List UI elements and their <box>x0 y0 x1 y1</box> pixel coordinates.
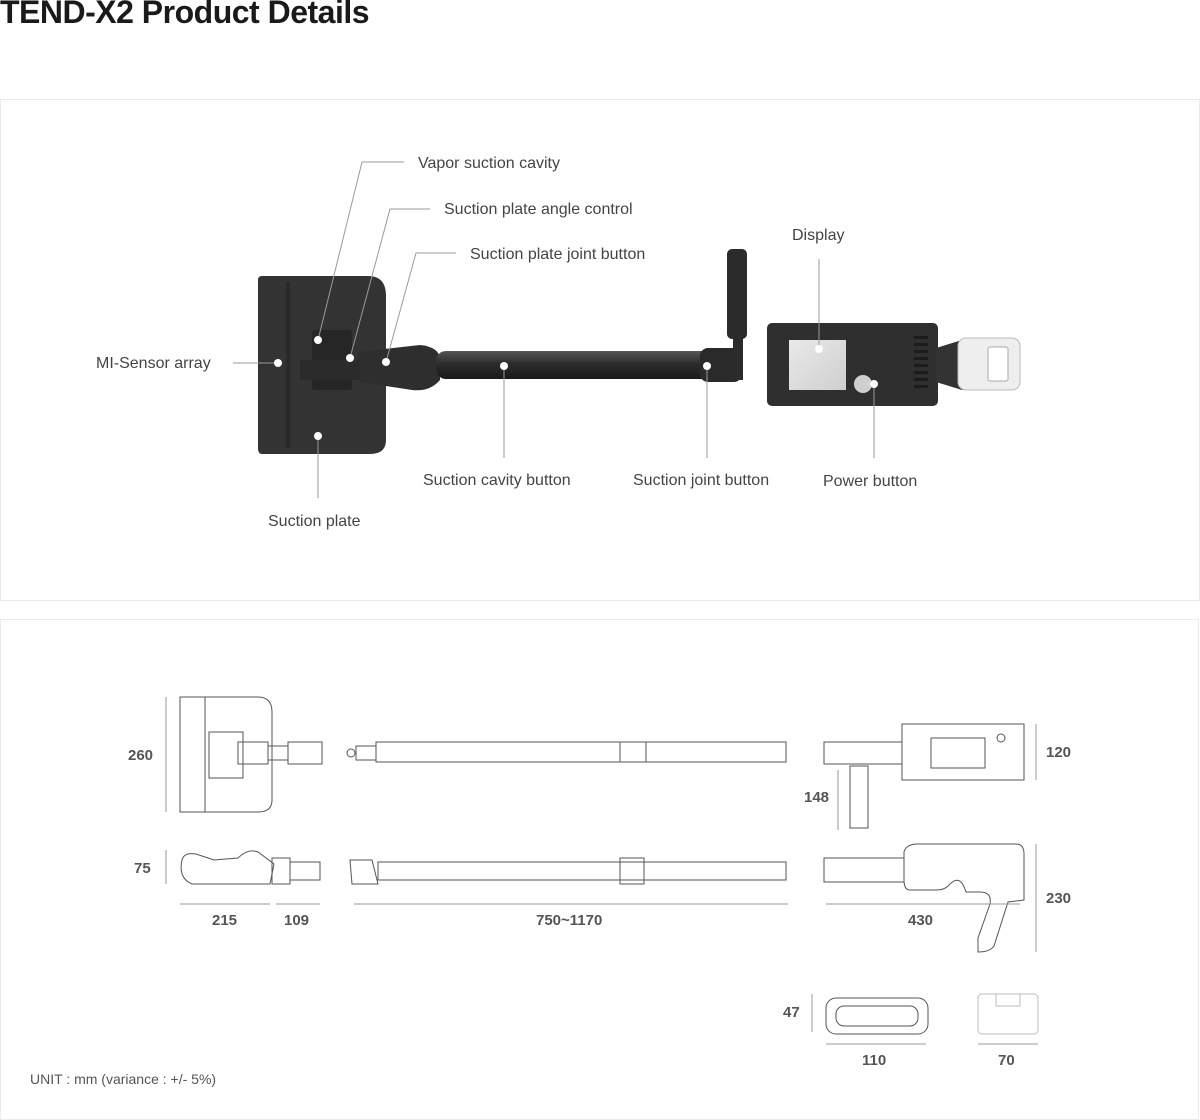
label-suction-plate-joint-button: Suction plate joint button <box>470 246 646 263</box>
dim-head-height: 260 <box>128 747 154 764</box>
label-suction-cavity-button: Suction cavity button <box>423 472 571 489</box>
suction-pipe <box>436 351 726 379</box>
dimension-lines <box>166 697 1038 1044</box>
label-suction-plate: Suction plate <box>268 513 361 530</box>
head-side-view <box>181 851 320 884</box>
dim-head-length: 215 <box>212 912 238 929</box>
power-button-shape <box>854 375 872 393</box>
label-power-button: Power button <box>823 473 918 490</box>
page-title: TEND-X2 Product Details <box>0 0 370 30</box>
dim-joint-length: 109 <box>284 912 310 929</box>
handle-neck <box>733 330 743 380</box>
unit-note: UNIT : mm (variance : +/- 5%) <box>30 1071 217 1087</box>
pipe-side-view <box>350 858 786 884</box>
dim-body-width: 120 <box>1046 744 1072 761</box>
device-illustration <box>258 249 1020 454</box>
pipe-top-view <box>347 742 786 762</box>
dim-battery-height: 47 <box>783 1004 800 1021</box>
label-display: Display <box>792 227 845 244</box>
dim-battery-length: 110 <box>862 1052 887 1069</box>
label-suction-joint-button: Suction joint button <box>633 472 770 489</box>
label-mi-sensor-array: MI-Sensor array <box>96 355 211 372</box>
dim-handle-height: 148 <box>804 789 830 806</box>
battery-window <box>988 347 1008 381</box>
dim-head-thickness: 75 <box>134 860 151 877</box>
label-suction-plate-angle-control: Suction plate angle control <box>444 201 633 218</box>
body-top-view <box>824 724 1024 828</box>
battery-front-view <box>978 994 1038 1034</box>
label-vapor-suction-cavity: Vapor suction cavity <box>418 155 560 172</box>
body-side-view <box>824 844 1024 952</box>
dim-body-height: 230 <box>1046 890 1072 907</box>
battery-side-view <box>826 998 928 1034</box>
handle-grip <box>727 249 747 339</box>
technical-drawings <box>180 697 1038 1034</box>
dim-pipe-length: 750~1170 <box>536 912 603 929</box>
head-top-view <box>180 697 322 812</box>
plate-joint <box>358 345 440 390</box>
dim-battery-width: 70 <box>998 1052 1015 1069</box>
plate-edge <box>286 282 290 448</box>
dim-body-length: 430 <box>908 912 934 929</box>
